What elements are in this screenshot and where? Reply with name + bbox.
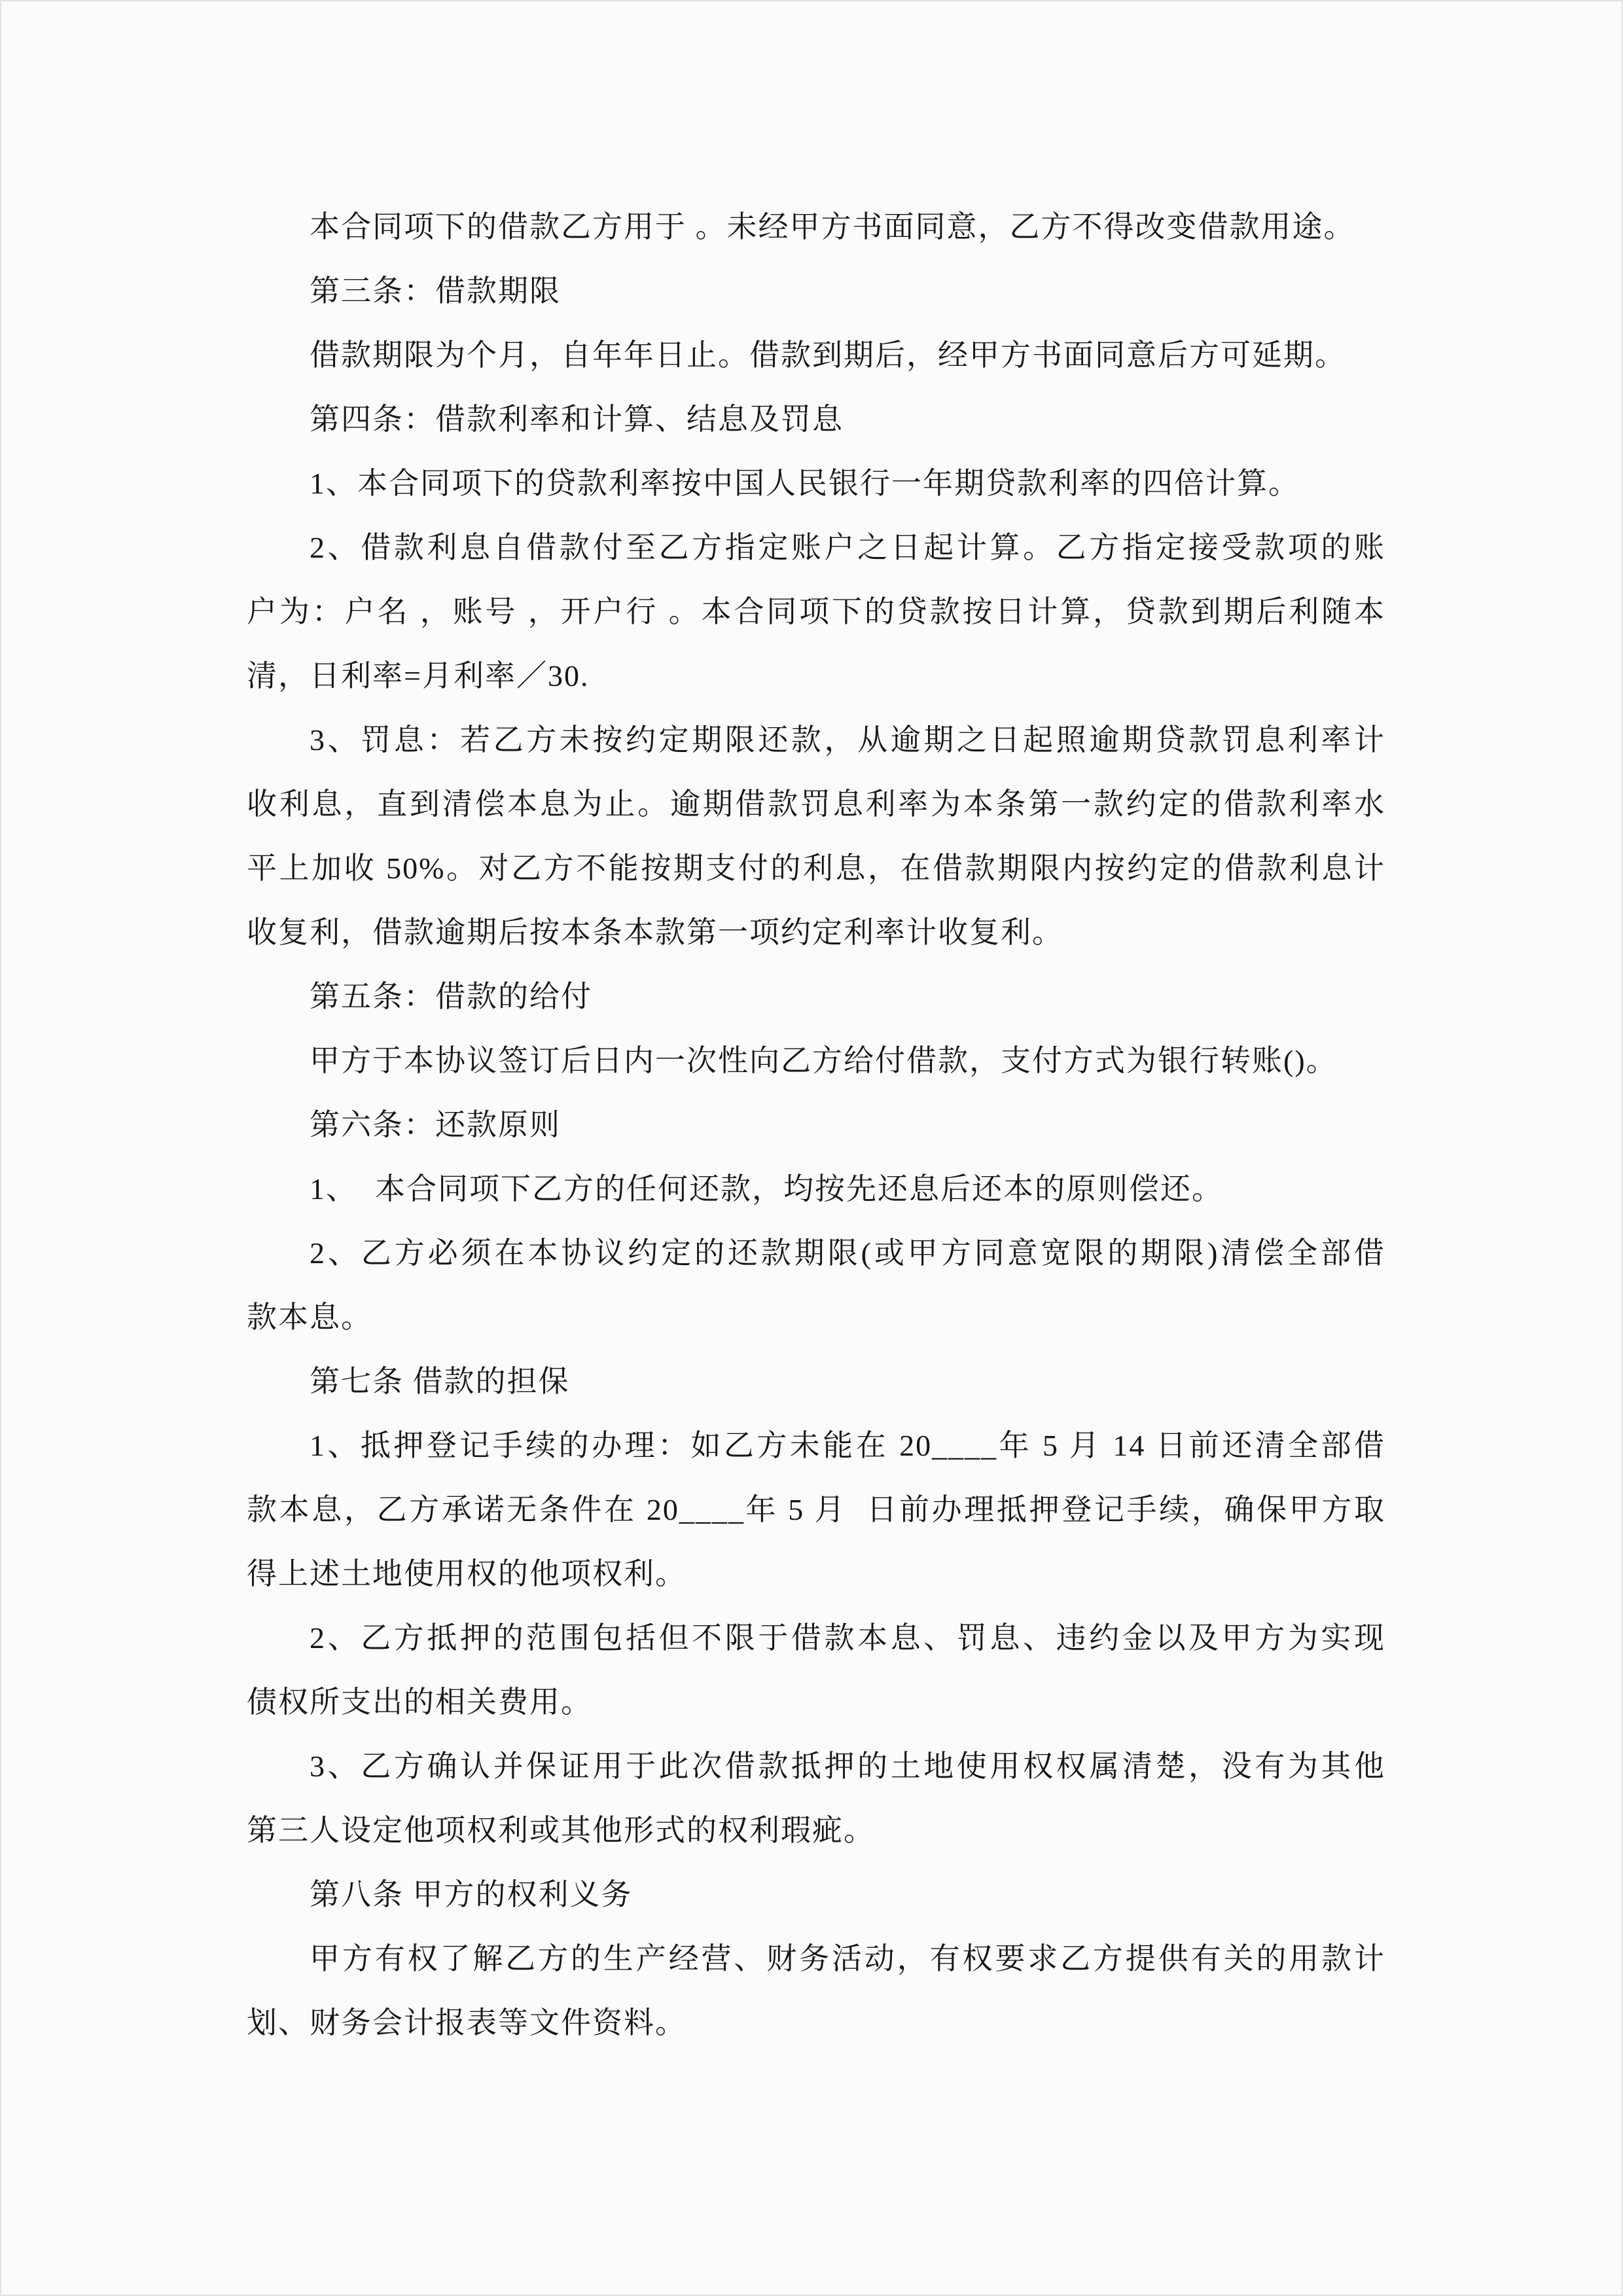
document-line: 得上述土地使用权的他项权利。 xyxy=(247,1557,687,1590)
document-line: 平上加收 50%。对乙方不能按期支付的利息，在借款期限内按约定的借款利息计 xyxy=(247,852,1385,885)
document-line: 2、乙方抵押的范围包括但不限于借款本息、罚息、违约金以及甲方为实现 xyxy=(310,1621,1385,1655)
document-line: 划、财务会计报表等文件资料。 xyxy=(247,2006,687,2039)
document-line: 本合同项下的借款乙方用于 。未经甲方书面同意，乙方不得改变借款用途。 xyxy=(310,210,1355,243)
document-line: 收利息，直到清偿本息为止。逾期借款罚息利率为本条第一款约定的借款利率水 xyxy=(247,787,1385,821)
document-line: 甲方有权了解乙方的生产经营、财务活动，有权要求乙方提供有关的用款计 xyxy=(310,1942,1385,1975)
document-line: 第六条：还款原则 xyxy=(310,1108,561,1141)
document-line: 收复利，借款逾期后按本条本款第一项约定利率计收复利。 xyxy=(247,916,1063,949)
document-line: 第五条：借款的给付 xyxy=(310,980,592,1013)
document-line: 第八条 甲方的权利义务 xyxy=(310,1878,633,1911)
document-line: 甲方于本协议签订后日内一次性向乙方给付借款，支付方式为银行转账()。 xyxy=(310,1044,1338,1077)
document-line: 借款期限为个月，自年年日止。借款到期后，经甲方书面同意后方可延期。 xyxy=(310,338,1346,372)
document-line: 1、本合同项下的贷款利率按中国人民银行一年期贷款利率的四倍计算。 xyxy=(310,467,1300,500)
document-line: 2、借款利息自借款付至乙方指定账户之日起计算。乙方指定接受款项的账 xyxy=(310,531,1385,564)
document-line: 清，日利率=月利率／30. xyxy=(247,659,590,692)
document-line: 2、乙方必须在本协议约定的还款期限(或甲方同意宽限的期限)清偿全部借 xyxy=(310,1236,1385,1270)
document-line: 3、乙方确认并保证用于此次借款抵押的土地使用权权属清楚，没有为其他 xyxy=(310,1749,1385,1783)
document-line: 债权所支出的相关费用。 xyxy=(247,1685,592,1719)
document-line: 第三人设定他项权利或其他形式的权利瑕疵。 xyxy=(247,1814,875,1847)
document-line: 第七条 借款的担保 xyxy=(310,1365,570,1398)
document-line: 户为：户名 ，账号 ，开户行 。本合同项下的贷款按日计算，贷款到期后利随本 xyxy=(247,595,1385,628)
document-line: 3、罚息：若乙方未按约定期限还款，从逾期之日起照逾期贷款罚息利率计 xyxy=(310,723,1385,757)
document-line: 款本息，乙方承诺无条件在 20____年 5 月 日前办理抵押登记手续，确保甲方取 xyxy=(247,1493,1385,1526)
document-line: 1、 本合同项下乙方的任何还款，均按先还息后还本的原则偿还。 xyxy=(310,1172,1223,1206)
document-line: 第三条：借款期限 xyxy=(310,274,561,308)
document-line: 1、抵押登记手续的办理：如乙方未能在 20____年 5 月 14 日前还清全部借 xyxy=(310,1429,1385,1462)
document-line: 第四条：借款利率和计算、结息及罚息 xyxy=(310,403,844,436)
document-body xyxy=(247,195,1385,2055)
document-line: 款本息。 xyxy=(247,1300,372,1334)
